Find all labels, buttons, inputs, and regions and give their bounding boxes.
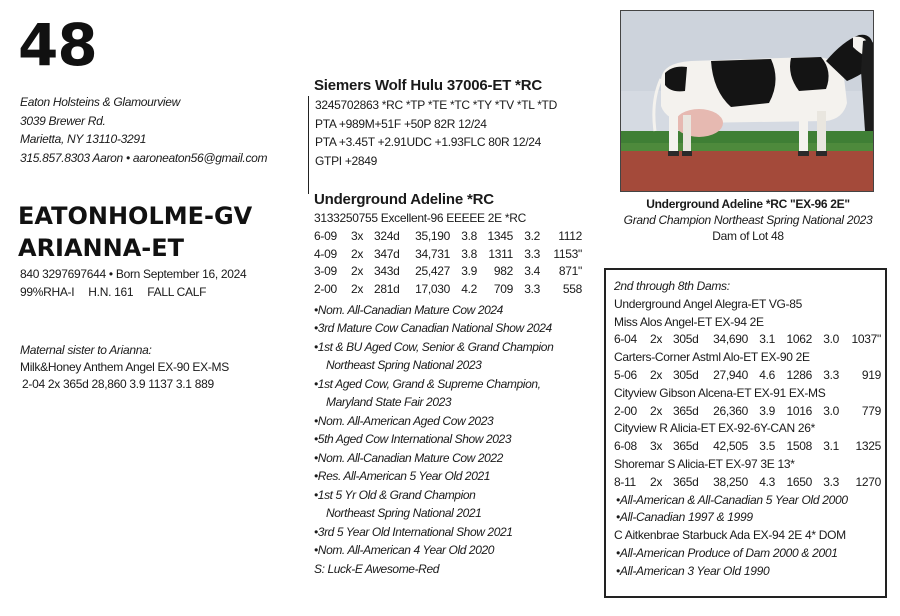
rec-fat-pct: 4.2: [461, 282, 477, 297]
consignor-contact: 315.857.8303 Aaron • aaroneaton56@gmail.com: [20, 150, 268, 165]
dam-photo: [620, 10, 874, 192]
rec-fat-pct: 3.9: [461, 264, 477, 279]
rec-fat-pct: 4.3: [759, 474, 775, 489]
rec-milkings: 2x: [650, 332, 663, 347]
dam-section: [314, 190, 582, 578]
rec-fat: 1062: [786, 332, 812, 347]
animal-details: [20, 284, 246, 302]
honor-item: •3rd Mature Cow Canadian National Show 2024: [314, 321, 552, 336]
photo-soil: [621, 147, 874, 192]
animal-registration: 840 3297697644 • Born September 16, 2024: [20, 267, 247, 281]
sire-line: 3245702863 *RC *TP *TE *TC *TY *TV *TL *TD: [315, 98, 557, 112]
rec-days: 365d: [673, 439, 699, 454]
dam-sire: S: Luck-E Awesome-Red: [314, 561, 439, 576]
dam-title: Underground Adeline *RC: [314, 191, 494, 208]
honor-item: •5th Aged Cow International Show 2023: [314, 432, 512, 447]
rec-fat: 1345: [487, 228, 513, 243]
rec-fat: 1016: [786, 403, 812, 418]
rec-age: 6-08: [614, 439, 637, 454]
dam-5-name: Cityview Gibson Alcena-ET EX-91 EX-MS: [614, 385, 826, 400]
dam-record-row: [314, 246, 582, 264]
dam-7-record: [614, 474, 885, 492]
rec-protein: 919: [861, 367, 881, 382]
rec-fat: 1650: [786, 474, 812, 489]
sire-line: PTA +3.45T +2.91UDC +1.93FLC 80R 12/24: [315, 135, 541, 149]
photo-grass-edge: [621, 143, 874, 151]
rec-age: 2-00: [314, 282, 337, 297]
animal-info: [20, 266, 246, 301]
rec-days: 343d: [374, 264, 400, 279]
maternal-sister-label: Maternal sister to Arianna:: [20, 343, 152, 357]
cow-photo-illustration: [621, 11, 874, 192]
rec-milkings: 2x: [650, 474, 663, 489]
caption-subtitle: Grand Champion Northeast Spring National 2023: [623, 213, 873, 227]
rec-age: 6-09: [314, 228, 337, 243]
rec-milkings: 3x: [351, 228, 364, 243]
sire-section: [314, 76, 557, 194]
rec-protein-pct: 3.3: [823, 474, 839, 489]
sire-line: PTA +989M+51F +50P 82R 12/24: [315, 116, 487, 131]
dam-4-record: [614, 367, 885, 385]
animal-name: [18, 200, 252, 264]
rec-fat-pct: 3.5: [759, 439, 775, 454]
maternal-sister-name: Milk&Honey Anthem Angel EX-90 EX-MS: [20, 360, 229, 374]
dam-record-row: [314, 263, 582, 281]
rec-age: 3-09: [314, 264, 337, 279]
consignor-info: [20, 93, 267, 167]
rec-milkings: 2x: [351, 282, 364, 297]
rec-fat-pct: 3.8: [461, 228, 477, 243]
dam-4-name: Carters-Corner Astml Alo-ET EX-90 2E: [614, 350, 810, 365]
rec-milk: 17,030: [415, 282, 450, 297]
honor-item: •Nom. All-American Aged Cow 2023: [314, 413, 494, 428]
rec-fat-pct: 4.6: [759, 367, 775, 382]
animal-rha: 99%RHA-I: [20, 284, 75, 299]
rec-protein: 1037": [851, 332, 881, 347]
rec-fat: 1508: [786, 439, 812, 454]
lot-number: 48: [18, 11, 97, 79]
animal-hn: H.N. 161: [88, 284, 134, 299]
rec-protein: 558: [562, 282, 582, 297]
sire-title: Siemers Wolf Hulu 37006-ET *RC: [314, 77, 542, 94]
dam-record-row: [314, 281, 582, 299]
rec-fat: 982: [493, 264, 513, 279]
rec-days: 281d: [374, 282, 400, 297]
rec-milk: 35,190: [415, 228, 450, 243]
rec-protein-pct: 3.0: [823, 403, 839, 418]
honor-item: •Nom. All-Canadian Mature Cow 2024: [314, 302, 503, 317]
rec-milkings: 2x: [650, 403, 663, 418]
dam-8-note: •All-American 3 Year Old 1990: [616, 563, 770, 578]
rec-age: 2-00: [614, 403, 637, 418]
consignor-name: Eaton Holsteins & Glamourview: [20, 95, 181, 109]
honor-item-continued: Maryland State Fair 2023: [326, 395, 452, 410]
dam-8-note: •All-American Produce of Dam 2000 & 2001: [616, 545, 838, 560]
photo-caption: [612, 196, 884, 244]
rec-days: 347d: [374, 246, 400, 261]
rec-protein: 1153": [553, 246, 582, 261]
rec-age: 6-04: [614, 332, 637, 347]
rec-protein-pct: 3.1: [823, 439, 839, 454]
rec-fat: 1311: [488, 246, 513, 261]
honor-item-continued: Northeast Spring National 2023: [326, 358, 482, 373]
honor-item: •1st 5 Yr Old & Grand Champion: [314, 487, 476, 502]
honor-item: •1st & BU Aged Cow, Senior & Grand Champion: [314, 339, 554, 354]
rec-protein: 1270: [855, 474, 881, 489]
maternal-sister: [20, 342, 229, 393]
rec-milk: 25,427: [415, 264, 450, 279]
sire-details: [308, 96, 557, 194]
dam-record-row: [314, 228, 582, 246]
caption-title: Underground Adeline *RC "EX-96 2E": [646, 197, 850, 211]
rec-days: 365d: [673, 474, 699, 489]
rec-age: 8-11: [614, 474, 636, 489]
honor-item: •Res. All-American 5 Year Old 2021: [314, 469, 491, 484]
dam-7-note: •All-Canadian 1997 & 1999: [616, 510, 753, 525]
rec-protein-pct: 3.4: [524, 264, 540, 279]
rec-age: 4-09: [314, 246, 337, 261]
rec-protein: 871": [558, 264, 582, 279]
dam-6-name: Cityview R Alicia-ET EX-92-6Y-CAN 26*: [614, 421, 815, 436]
honor-item: •Nom. All-Canadian Mature Cow 2022: [314, 450, 503, 465]
rec-milk: 27,940: [713, 367, 748, 382]
rec-milk: 34,690: [713, 332, 748, 347]
rec-milk: 26,360: [713, 403, 748, 418]
animal-name-line1: EATONHOLME-GV: [18, 202, 253, 230]
rec-milk: 34,731: [415, 246, 450, 261]
rec-milk: 38,250: [713, 474, 748, 489]
dam-2-name: Underground Angel Alegra-ET VG-85: [614, 296, 803, 311]
maternal-sister-record: 2-04 2x 365d 28,860 3.9 1137 3.1 889: [22, 377, 214, 391]
dam-records: [314, 210, 582, 299]
dam-3-name: Miss Alos Angel-ET EX-94 2E: [614, 314, 764, 329]
rec-protein: 779: [861, 403, 881, 418]
honor-item: •Nom. All-American 4 Year Old 2020: [314, 543, 495, 558]
rec-milkings: 2x: [650, 367, 663, 382]
dam-8-name: C Aitkenbrae Starbuck Ada EX-94 2E 4* DOM: [614, 528, 846, 543]
rec-age: 5-06: [614, 367, 637, 382]
caption-dam-of: Dam of Lot 48: [712, 229, 784, 243]
rec-fat-pct: 3.9: [759, 403, 775, 418]
dams-box-header: 2nd through 8th Dams:: [614, 279, 730, 293]
sire-line: GTPI +2849: [315, 153, 378, 168]
dam-3-record: [614, 331, 885, 349]
rec-days: 305d: [673, 367, 699, 382]
honor-item-continued: Northeast Spring National 2021: [326, 506, 482, 521]
rec-fat-pct: 3.8: [461, 246, 477, 261]
rec-protein-pct: 3.3: [524, 246, 540, 261]
rec-milkings: 2x: [351, 264, 364, 279]
rec-fat: 709: [493, 282, 513, 297]
rec-milkings: 2x: [351, 246, 364, 261]
dam-7-note: •All-American & All-Canadian 5 Year Old 2000: [616, 492, 848, 507]
rec-milkings: 3x: [650, 439, 663, 454]
rec-milk: 42,505: [713, 439, 748, 454]
animal-name-line2: ARIANNA-ET: [18, 234, 185, 262]
rec-days: 305d: [673, 332, 699, 347]
rec-fat-pct: 3.1: [759, 332, 775, 347]
rec-protein-pct: 3.0: [823, 332, 839, 347]
animal-class: FALL CALF: [147, 284, 207, 299]
dam-6-record: [614, 438, 885, 456]
dam-5-record: [614, 403, 885, 421]
rec-days: 324d: [374, 228, 400, 243]
rec-protein-pct: 3.3: [524, 282, 540, 297]
dam-honors: [314, 301, 582, 579]
rec-protein-pct: 3.3: [823, 367, 839, 382]
dam-7-name: Shoremar S Alicia-ET EX-97 3E 13*: [614, 456, 795, 471]
honor-item: •1st Aged Cow, Grand & Supreme Champion,: [314, 376, 541, 391]
consignor-street: 3039 Brewer Rd.: [20, 113, 106, 128]
rec-fat: 1286: [786, 367, 812, 382]
rec-protein: 1325: [855, 439, 881, 454]
honor-item: •3rd 5 Year Old International Show 2021: [314, 524, 513, 539]
rec-protein: 1112: [558, 228, 582, 243]
rec-protein-pct: 3.2: [524, 228, 540, 243]
dams-box: [604, 268, 887, 598]
rec-days: 365d: [673, 403, 699, 418]
consignor-city: Marietta, NY 13110-3291: [20, 132, 147, 146]
dam-registration: 3133250755 Excellent-96 EEEEE 2E *RC: [314, 211, 527, 225]
